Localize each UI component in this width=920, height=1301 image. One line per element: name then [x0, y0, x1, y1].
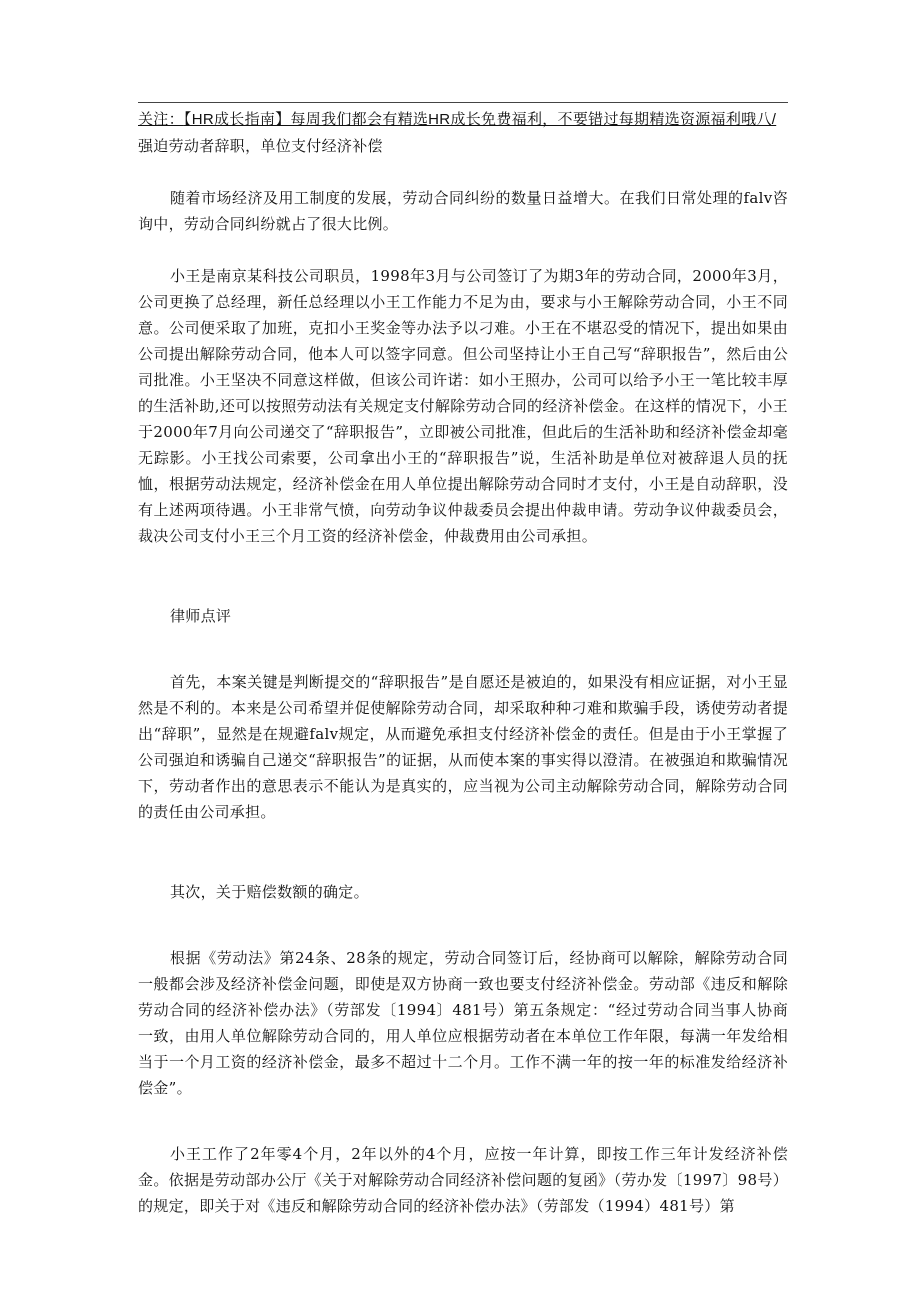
header-prefix: 关注： — [138, 110, 184, 128]
paragraph-first-point: 首先，本案关键是判断提交的“辞职报告”是自愿还是被迫的，如果没有相应证据，对小王显然是不利的。本来是公司希望并促使解除劳动合同，却采取种种刁难和欺骗手段，诱使劳动者提出“辞职”，显然是在规避falv规定，从而避免承担支付经济补偿金的责任。但是由于小王掌握了公司强迫和诱骗自己递交“辞职报告”的证据，从而使本案的事实得以澄清。在被强迫和欺骗情况下，劳动者作出的意思表示不能认为是真实的，应当视为公司主动解除劳动合同，解除劳动合同的责任由公司承担。 — [138, 673, 788, 821]
document-body — [138, 106, 788, 1219]
paragraph-legal-basis: 根据《劳动法》第24条、28条的规定，劳动合同签订后，经协商可以解除，解除劳动合同一般都会涉及经济补偿金问题，即使是双方协商一致也要支付经济补偿金。劳动部《违反和解除劳动合同的经济补偿办法》（劳部发〔1994〕481号）第五条规定：“经过劳动合同当事人协商一致，由用人单位解除劳动合同的，用人单位应根据劳动者在本单位工作年限，每满一年发给相当于一个月工资的经济补偿金，最多不超过十二个月。工作不满一年的按一年的标准发给经济补偿金”。 — [138, 949, 788, 1097]
header-rule — [138, 102, 788, 103]
header-notice — [138, 106, 788, 159]
paragraph-second-point: 其次，关于赔偿数额的确定。 — [170, 883, 369, 901]
paragraph-intro: 随着市场经济及用工制度的发展，劳动合同纠纷的数量日益增大。在我们日常处理的falv咨询中，劳动合同纠纷就占了很大比例。 — [138, 189, 788, 233]
paragraph-case: 小王是南京某科技公司职员，1998年3月与公司签订了为期3年的劳动合同，2000年3月，公司更换了总经理，新任总经理以小王工作能力不足为由，要求与小王解除劳动合同，小王不同意。公司便采取了加班，克扣小王奖金等办法予以刁难。小王在不堪忍受的情况下，提出如果由公司提出解除劳动合同，他本人可以签字同意。但公司坚持让小王自己写“辞职报告”，然后由公司批准。小王坚决不同意这样做，但该公司许诺：如小王照办，公司可以给予小王一笔比较丰厚的生活补助,还可以按照劳动法有关规定支付解除劳动合同的经济补偿金。在这样的情况下，小王于2000年7月向公司递交了“辞职报告”，立即被公司批准，但此后的生活补助和经济补偿金却毫无踪影。小王找公司索要，公司拿出小王的“辞职报告”说，生活补助是单位对被辞退人员的抚恤，根据劳动法规定，经济补偿金在用人单位提出解除劳动合同时才支付，小王是自动辞职，没有上述两项待遇。小王非常气愤，向劳动争议仲裁委员会提出仲裁申请。劳动争议仲裁委员会，裁决公司支付小王三个月工资的经济补偿金，仲裁费用由公司承担。 — [138, 267, 788, 545]
hr-guide-link[interactable]: 【HR成长指南】每周我们都会有精选HR成长免费福利，不要错过每期精选资源福利哦八/ — [183, 111, 777, 128]
paragraph-calculation: 小王工作了2年零4个月，2年以外的4个月，应按一年计算，即按工作三年计发经济补偿金。依据是劳动部办公厅《关于对解除劳动合同经济补偿问题的复函》（劳办发〔1997〕98号）的规定，即关于对《违反和解除劳动合同的经济补偿办法》（劳部发（1994）481号）第 — [138, 1145, 788, 1215]
article-title: 强迫劳动者辞职，单位支付经济补偿 — [138, 137, 383, 155]
section-heading-lawyer-comment: 律师点评 — [170, 607, 232, 625]
